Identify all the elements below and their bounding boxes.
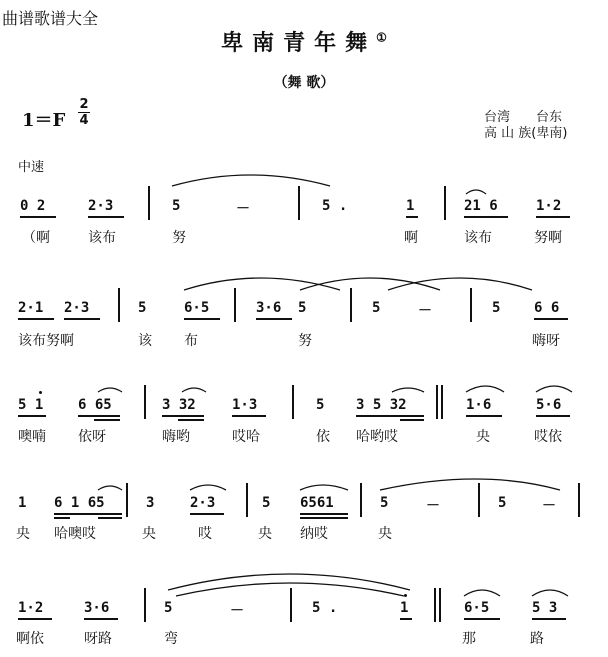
tempo-marking: 中速 [18,160,45,175]
lyric: 嗨呀 [532,333,560,349]
note-group: 5 [372,300,381,316]
note-group: 5 [164,600,173,616]
lyric: 依呀 [78,429,106,445]
lyric: 啊依 [16,631,44,647]
title-text: 卑南青年舞 [221,30,377,56]
note-group: 5 [380,495,389,511]
slur [464,590,500,596]
lyric: 哈噢哎 [54,526,96,542]
lyric: 哎哈 [232,429,260,445]
lyric: 该布 [464,230,492,246]
lyric: 弯 [164,631,178,647]
watermark: 曲谱歌谱大全 [2,9,99,28]
note-group: － [418,303,432,319]
note-group: － [230,603,244,619]
lyric: 该布 [88,230,116,246]
note-group: 5·6 [536,397,562,413]
note-group: 3 5 32 [356,397,407,413]
note-group: 5 . [322,198,348,214]
note-group: 6561 [300,495,334,511]
slur [532,590,568,596]
lyric: 该 [138,333,152,349]
slur [300,278,440,290]
slur [380,479,560,490]
note-group: 2·1 [18,300,44,316]
slur [466,386,504,392]
note-group: 5 . [312,600,338,616]
lyric: 啊 [404,230,418,246]
note-group: 2·3 [190,495,216,511]
lyric: （啊 [22,230,50,246]
note-group: 5 [492,300,501,316]
song-genre: （舞 歌） [273,75,335,91]
note-group: 1·3 [232,397,258,413]
lyric: 努啊 [534,230,562,246]
lyric: 哎 [198,526,212,542]
meter-denominator: 4 [79,113,89,128]
origin-ethnic-group: 高 山 族(卑南) [484,126,568,141]
slur [182,388,206,392]
note-group: 6 65 [78,397,112,413]
note-group: 1 [18,495,27,511]
lyric: 央 [142,526,156,542]
origin-region: 台湾 台东 [484,110,563,125]
note-group: － [236,201,250,217]
note-group: 3 32 [162,397,196,413]
note-group: 21 6 [464,198,498,214]
lyric: 噢喃 [18,429,46,445]
note-group: 0 2 [20,198,46,214]
note-group: 5 [262,495,271,511]
slur [168,574,410,590]
lyric: 央 [16,526,30,542]
lyric: 纳哎 [300,526,328,542]
lyric: 那 [462,631,476,647]
note-group: 1 [400,600,409,616]
note-group: 3·6 [84,600,110,616]
slur [392,388,424,392]
note-group: 5 1 [18,397,44,413]
note-group: 2·3 [88,198,114,214]
note-group: 6·5 [184,300,210,316]
slur [176,583,404,596]
note-group: 6·5 [464,600,490,616]
slur [190,485,226,490]
lyric: 央 [258,526,272,542]
slur [184,278,340,290]
lyric: 该布努啊 [18,333,74,349]
lyric: 依 [316,429,330,445]
note-group: 3 [146,495,155,511]
slur [98,486,122,490]
lyric: 呀路 [84,631,112,647]
note-group: 5 [138,300,147,316]
slur [172,175,330,186]
note-group: 1·6 [466,397,492,413]
note-group: 5 [498,495,507,511]
note-group: 3·6 [256,300,282,316]
note-group: 5 [172,198,181,214]
note-group: 5 3 [532,600,558,616]
lyric: 努 [298,333,312,349]
slur [388,278,532,290]
note-group: 5 [316,397,325,413]
note-group: 1 [406,198,415,214]
lyric: 哈哟哎 [356,429,398,445]
note-group: 2·3 [64,300,90,316]
slur [300,485,348,490]
note-group: 1·2 [536,198,562,214]
note-group: 6 1 65 [54,495,105,511]
note-group: 6 6 [534,300,560,316]
note-group: 5 [298,300,307,316]
note-group: － [426,498,440,514]
lyric: 路 [530,631,544,647]
lyric: 央 [378,526,392,542]
lyric: 央 [476,429,490,445]
slur [536,386,572,392]
note-group: － [542,498,556,514]
lyric: 嗨哟 [162,429,190,445]
lyric: 布 [184,333,198,349]
note-group: 1·2 [18,600,44,616]
meter-numerator: 2 [79,97,89,112]
key-signature: 1＝F [22,110,66,131]
slur [98,388,122,392]
title-footnote-mark: ① [376,30,387,45]
lyric: 哎依 [534,429,562,445]
slur [466,190,486,194]
lyric: 努 [172,230,186,246]
